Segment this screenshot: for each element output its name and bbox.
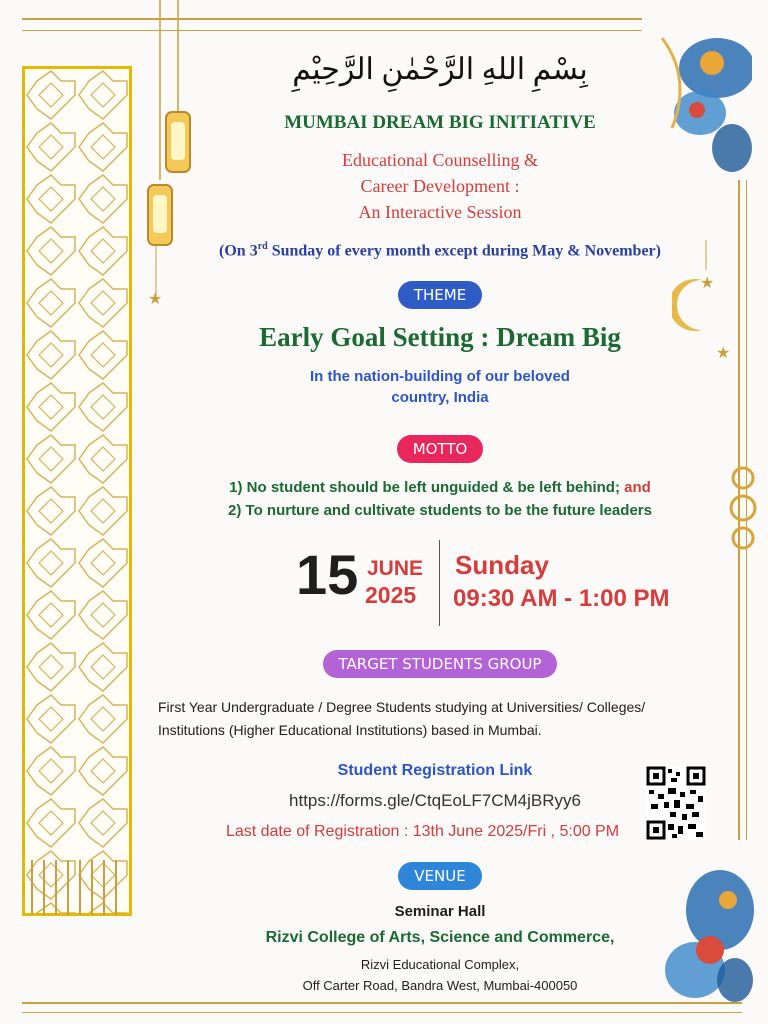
theme-title: Early Goal Setting : Dream Big	[259, 322, 621, 352]
org-title: MUMBAI DREAM BIG INITIATIVE	[284, 112, 596, 133]
venue-pill: VENUE	[398, 862, 481, 890]
bottom-border-line-2	[22, 1012, 742, 1013]
svg-text:★: ★	[148, 290, 163, 308]
date-day: 15	[296, 543, 359, 606]
theme-line-1: In the nation-building of our beloved	[310, 368, 570, 385]
motto-pill-wrap	[150, 435, 730, 463]
subtitle	[150, 147, 730, 225]
motto-item-1-text: 1) No student should be left unguided & be left behind;	[229, 479, 620, 496]
motto-pill: MOTTO	[397, 435, 484, 463]
target-pill: TARGET STUDENTS GROUP	[323, 650, 558, 678]
schedule-note	[150, 241, 730, 260]
bottom-border-line	[22, 1002, 742, 1004]
date-month: JUNE	[367, 557, 424, 580]
target-line-2: Institutions (Higher Educational Institutions) based in Mumbai.	[158, 722, 542, 738]
geometric-pattern-icon	[25, 69, 129, 913]
theme-description	[150, 366, 730, 408]
registration-link[interactable]: https://forms.gle/CtqEoLF7CM4jBRyy6	[289, 791, 581, 810]
venue-hall: Seminar Hall	[394, 903, 486, 920]
date-weekday: Sunday	[455, 550, 549, 580]
top-border-line-2	[22, 30, 642, 31]
subtitle-line-3: An Interactive Session	[358, 202, 522, 222]
target-line-1: First Year Undergraduate / Degree Students studying at Universities/ Colleges/	[158, 699, 646, 715]
date-time: 09:30 AM - 1:00 PM	[453, 585, 670, 612]
venue-address	[150, 954, 730, 996]
theme-line-2: country, India	[391, 389, 489, 406]
svg-text:★: ★	[700, 273, 715, 292]
venue-address-line-1: Rizvi Educational Complex,	[360, 957, 520, 972]
date-divider	[439, 540, 440, 626]
date-year: 2025	[365, 582, 417, 608]
target-pill-wrap	[150, 650, 730, 678]
venue-address-line-2: Off Carter Road, Bandra West, Mumbai-400050	[302, 978, 578, 993]
subtitle-line-2: Career Development :	[360, 176, 520, 196]
subtitle-line-1: Educational Counselling &	[342, 150, 538, 170]
motto-item-1	[150, 476, 730, 499]
registration-deadline: Last date of Registration : 13th June 2025/Fri , 5:00 PM	[225, 823, 620, 840]
schedule-post: Sunday of every month except during May & November)	[267, 242, 661, 260]
motto-item-1-and: and	[619, 479, 651, 496]
bismillah-calligraphy: بِسْمِ اللهِ الرَّحْمٰنِ الرَّحِيْمِ	[292, 53, 588, 86]
qr-code-icon[interactable]	[646, 766, 706, 840]
registration-heading: Student Registration Link	[337, 762, 533, 779]
floral-ornament-side-icon	[728, 458, 758, 558]
schedule-sup: rd	[257, 241, 268, 252]
geometric-pattern-panel	[22, 66, 132, 916]
venue-pill-wrap	[150, 862, 730, 890]
theme-pill: THEME	[398, 281, 482, 309]
theme-pill-wrap	[150, 281, 730, 309]
top-border-line	[22, 18, 642, 20]
fringe-ornament-icon	[22, 860, 132, 920]
target-description	[158, 696, 730, 742]
motto-item-2: 2) To nurture and cultivate students to be the future leaders	[228, 502, 652, 519]
motto-list	[150, 476, 730, 522]
venue-college: Rizvi College of Arts, Science and Commerce,	[265, 929, 615, 946]
schedule-pre: (On 3	[219, 242, 258, 260]
svg-text:★: ★	[716, 343, 731, 362]
